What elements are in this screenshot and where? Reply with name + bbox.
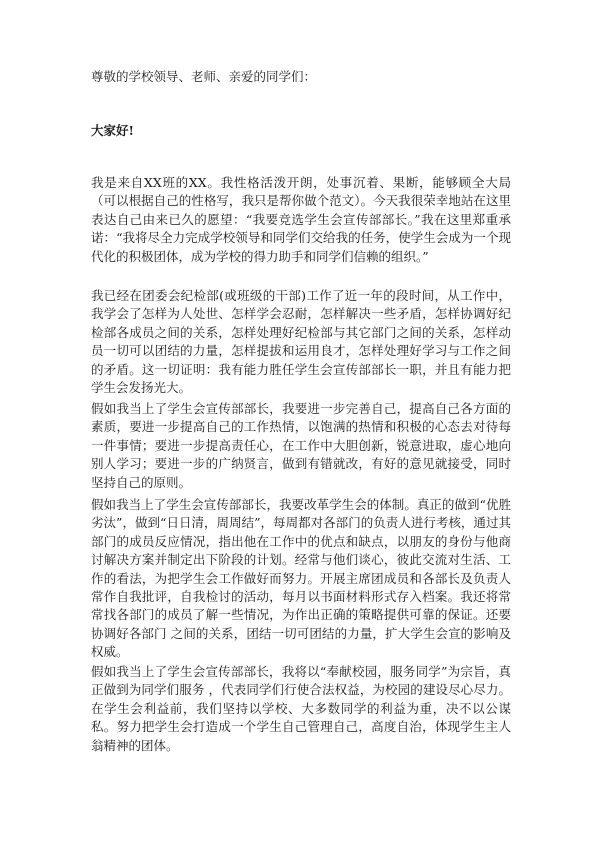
paragraph-experience: 我已经在团委会纪检部(或班级的干部)工作了近一年的段时间，从工作中，我学会了怎样为人处世、怎样学会忍耐，怎样解决一些矛盾，怎样协调好纪检部各成员之间的关系，怎样处理好纪检部与其它部门之间的关系，怎样动员一切可以团结的力量，怎样提拔和运用良才，怎样处理好学习与工作之间的矛盾。这一切证明：我有能力胜任学生会宣传部部长一职，并且有能力把学生会发扬光大。 — [91, 288, 511, 396]
salutation: 尊敬的学校领导、老师、亲爱的同学们： — [91, 69, 317, 84]
paragraph-reform: 假如我当上了学生会宣传部部长，我要改革学生会的体制。真正的做到“优胜劣汰”，做到“日日清，周周结”，每周都对各部门的负责人进行考核，通过其部门的成员反应情况，指出他在工作中的优点和缺点，以朋友的身份与他商讨解决方案并制定出下阶段的计划。经常与他们谈心，彼此交流对生活、工作的看法，为把学生会工作做好而努力。开展主席团成员和各部长及负责人常作自我批评，自我检讨的活动，每月以书面材料形式存入档案。我还将常常找各部门的成员了解一些情况，为作出正确的策略提供可靠的保证。还要协调好各部门 之间的关系，团结一切可团结的力量，扩大学生会宣的影响及权威。 — [91, 497, 511, 660]
paragraph-introduction: 我是来自XX班的XX。我性格活泼开朗，处事沉着、果断，能够顾全大局（可以根据自己的性格写，我只是帮你做个范文）。今天我很荣幸地站在这里表达自己由来已久的愿望：“我要竞选学生会宣传部部长。”我在这里郑重承诺：“我将尽全力完成学校领导和同学们交给我的任务，使学生会成为一个现代化的积极团体，成为学校的得力助手和同学们信赖的组织。” — [91, 175, 511, 264]
paragraph-service: 假如我当上了学生会宣传部部长，我将以“奉献校园，服务同学”为宗旨，真正做到为同学们服务 ，代表同学们行使合法权益，为校园的建设尽心尽力。在学生会利益前，我们坚持以学校、大多数同学的利益为重，决不以公谋私。努力把学生会打造成一个学生自己管理自己，高度自治，体现学生主人翁精神的团体。 — [91, 664, 511, 753]
paragraph-self-improvement: 假如我当上了学生会宣传部部长，我要进一步完善自己，提高自己各方面的素质，要进一步提高自己的工作热情，以饱满的热情和积极的心态去对待每一件事情；要进一步提高责任心，在工作中大胆创新，锐意进取，虚心地向别人学习；要进一步的广纳贤言，做到有错就改，有好的意见就接受，同时坚持自己的原则。 — [91, 401, 511, 490]
greeting: 大家好! — [91, 123, 134, 138]
